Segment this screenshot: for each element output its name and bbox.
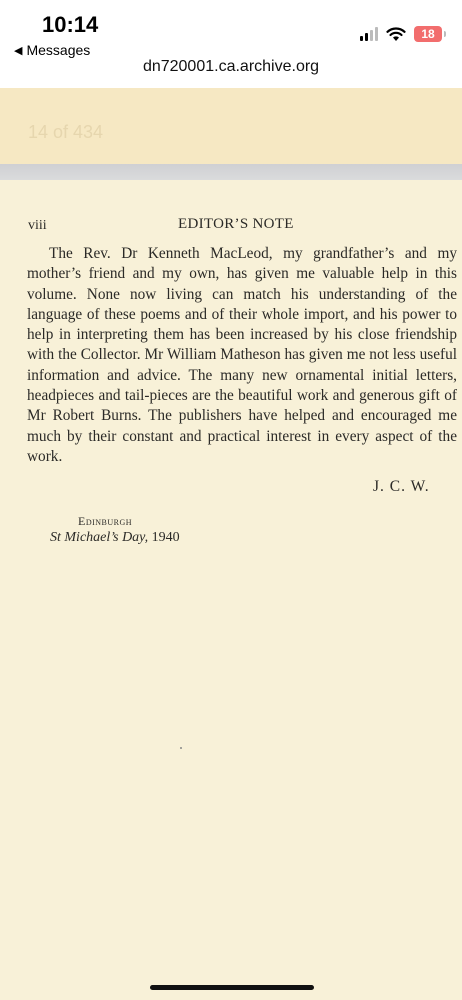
status-bar <box>0 0 462 88</box>
signature: J. C. W. <box>373 478 430 495</box>
battery-icon <box>414 26 442 42</box>
status-time: 10:14 <box>42 12 99 37</box>
editor-note-text <box>27 244 457 467</box>
home-indicator[interactable] <box>150 985 314 990</box>
reader-header <box>0 88 462 164</box>
speck <box>180 747 182 749</box>
header-divider <box>0 164 462 180</box>
url-bar[interactable]: dn720001.ca.archive.org <box>142 58 320 75</box>
battery-level: 18 <box>421 27 435 41</box>
back-to-messages-button[interactable] <box>14 42 90 58</box>
date-italic: St Michael’s Day, <box>50 530 149 545</box>
place: Edinburgh <box>78 514 133 528</box>
page-counter: 14 of 434 <box>28 122 104 142</box>
cellular-signal-icon <box>360 27 378 41</box>
back-label: Messages <box>26 42 91 58</box>
status-icons <box>360 26 442 42</box>
date-year: 1940 <box>151 530 180 545</box>
page-number: viii <box>28 218 47 233</box>
running-head: EDITOR’S NOTE <box>178 216 294 232</box>
back-arrow-icon: ◀ <box>14 44 23 57</box>
paragraph: The Rev. Dr Kenneth MacLeod, my grandfather’s and my mother’s friend and my own, has given me valuable help in this volume. None now living can match his understanding of the language of these poems and of their whole import, and his power to help in interpreting them has been increased by his close friendship with the Collector. Mr William Matheson has given me not less useful information and advice. The many new ornamental initial letters, headpieces and tail-pieces are the beautiful work and generous gift of Mr Robert Burns. The publishers have helped and encouraged me much by their constant and practical interest in every aspect of the work. <box>27 245 457 465</box>
book-page <box>0 180 462 1000</box>
date-line <box>50 530 180 546</box>
wifi-icon <box>386 27 406 42</box>
